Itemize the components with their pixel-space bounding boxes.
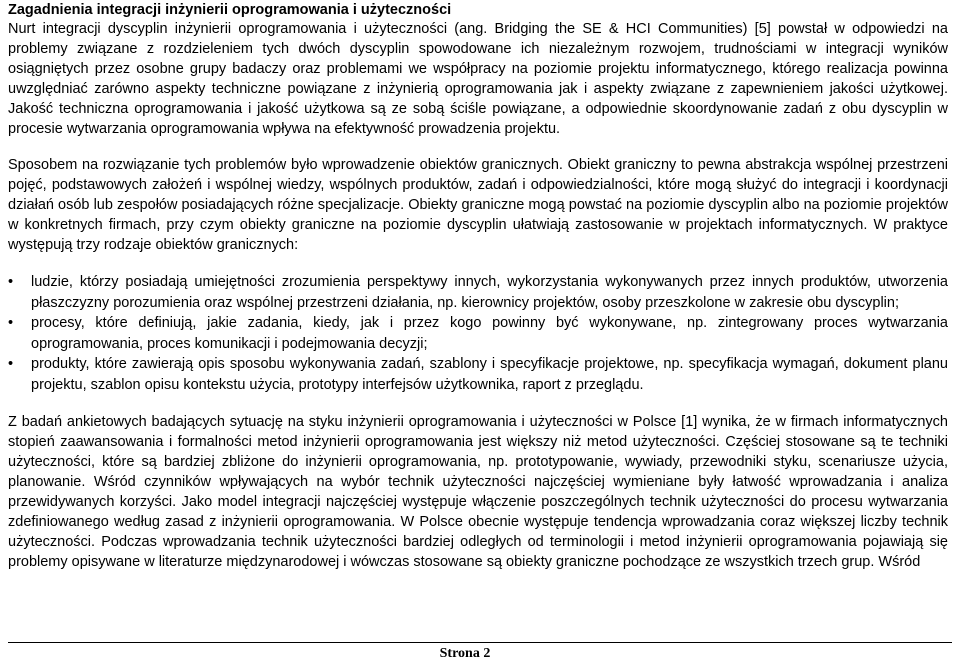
page-footer xyxy=(0,641,960,661)
list-item-text: produkty, które zawierają opis sposobu wykonywania zadań, szablony i specyfikacje projektowe, np. specyfikacja wymagań, dokument planu projektu, szablon opisu kontekstu użycia, prototypy interfejsów użytkownika, raport z przeglądu. xyxy=(31,356,948,393)
document-page xyxy=(8,0,948,572)
list-item xyxy=(8,313,948,354)
list-item xyxy=(8,354,948,395)
page-number: Strona 2 xyxy=(439,646,491,661)
paragraph-survey: Z badań ankietowych badających sytuację na styku inżynierii oprogramowania i użyteczności w Polsce [1] wynika, że w firmach informatycznych stopień zaawansowania i formalności metod inżynierii oprogramowania jest większy niż metod użyteczności. Częściej stosowane są te techniki użyteczności, które są bardziej zbliżone do inżynierii oprogramowania, np. prototypowanie, wywiady, przewodniki styku, scenariusze użycia, planowanie. Wśród czynników wpływających na wybór technik użyteczności najczęściej wymieniane były łatwość wprowadzania i analiza przewidywanych korzyści. Jako model integracji najczęściej występuje włączenie poszczególnych technik użyteczności do procesu wytwarzania zdefiniowanego według zasad z inżynierii oprogramowania. W Polsce obecnie występuje tendencja wprowadzania coraz większej liczby technik użyteczności. Podczas wprowadzania technik użyteczności bardziej odległych od terminologii i metod inżynierii oprogramowania pojawiają się problemy opisywane w literaturze międzynarodowej i wówczas stosowane są obiekty graniczne pochodzące ze wszystkich trzech grup. Wśród xyxy=(8,414,948,570)
bullet-icon: • xyxy=(8,315,14,331)
list-item-text: procesy, które definiują, jakie zadania, kiedy, jak i przez kogo powinny być wykonywane, np. zintegrowany proces wytwarzania oprogramowania, proces komunikacji i podejmowania decyzji; xyxy=(31,315,948,352)
paragraph-boundary-objects: Sposobem na rozwiązanie tych problemów było wprowadzenie obiektów granicznych. Obiekt graniczny to pewna abstrakcja wspólnej przestrzeni pojęć, podstawowych założeń i wspólnej wiedzy, wspólnych produktów, zadań i odpowiedzialności, które mogą służyć do integracji i koordynacji działań osób lub zespołów posiadających różne specjalizacje. Obiekty graniczne mogą powstać na poziomie dyscyplin albo na poziomie projektów w konkretnych firmach, przy czym obiekty graniczne na poziomie dyscyplin ułatwiają zastosowanie w projektach informatycznych. W praktyce występują trzy rodzaje obiektów granicznych: xyxy=(8,157,948,253)
paragraph-intro: Nurt integracji dyscyplin inżynierii oprogramowania i użyteczności (ang. Bridging the SE & HCI Communities) [5] powstał w odpowiedzi na problemy związane z rozdzieleniem tych dwóch dyscyplin spowodowane ich niezależnym rozwojem, trudnościami w integracji wyników osiągniętych przez osobne grupy badaczy oraz problemami we współpracy na poziomie projektu informatycznego, którego realizacja powinna uwzględniać zarówno aspekty techniczne powiązane z inżynierią oprogramowania jak i aspekty związane z zapewnieniem jakości użytkowej. Jakość techniczna oprogramowania i jakość użytkowa są ze sobą ściśle powiązane, a odpowiednie skoordynowanie zadań z obu dyscyplin w procesie wytwarzania oprogramowania wpływa na efektywność prowadzenia projektu. xyxy=(8,21,948,137)
footer-divider xyxy=(8,642,952,643)
boundary-object-list xyxy=(8,272,948,395)
bullet-icon: • xyxy=(8,356,14,372)
list-item xyxy=(8,272,948,313)
section-title: Zagadnienia integracji inżynierii oprogramowania i użyteczności xyxy=(8,2,452,18)
bullet-icon: • xyxy=(8,274,14,290)
list-item-text: ludzie, którzy posiadają umiejętności zrozumienia perspektywy innych, wykorzystania wykonywanych przez innych produktów, utworzenia płaszczyzny porozumienia oraz wspólnej przestrzeni działania, np. kierownicy projektów, osoby przeszkolone w zakresie obu dyscyplin; xyxy=(31,274,948,311)
